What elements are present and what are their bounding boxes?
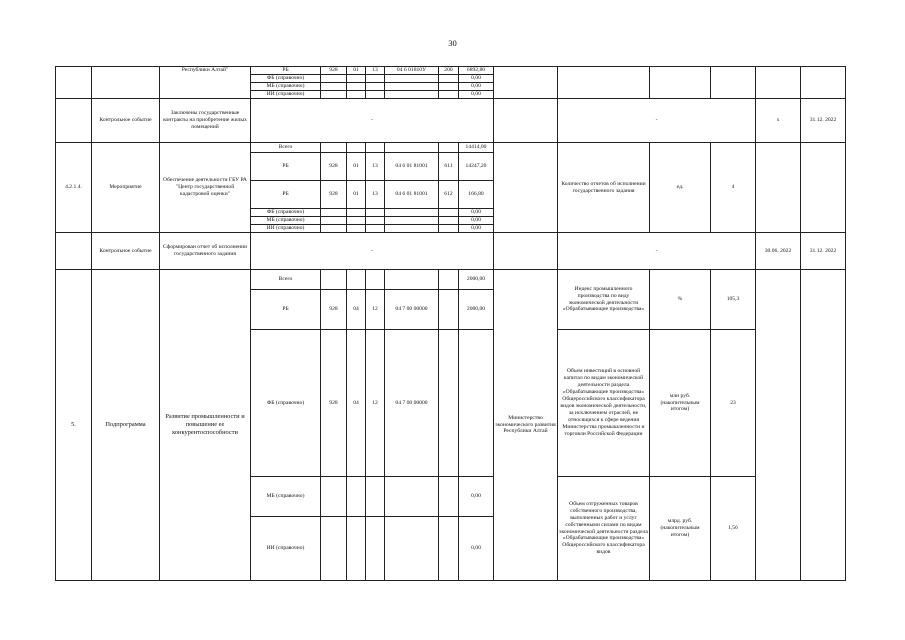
row-number: 5.: [56, 270, 92, 581]
table-row: Контрольное событие Сформирован отчет об исполнении государственного задания - - 30.06. 2022 31.12. 2022: [56, 233, 846, 270]
row-number: 4.2.1.4.: [56, 143, 92, 233]
indicator-value: 23: [711, 330, 756, 477]
table-row: 5. Подпрограмма Развитие промышленности и повышение ее конкурентоспособности Всего 2000,00 Министерство экономического развития Республики Алтай Индекс промышленного производства по виду экономической деятельности «Обрабатывающие производства» % 105,3: [56, 270, 846, 290]
indicator-unit: %: [650, 270, 711, 330]
event-name: Заключены государственные контракты на приобретение жилых помещений: [160, 99, 251, 143]
indicator-name: Количество отчетов об исполнении государственного задания: [558, 143, 650, 233]
indicator-name: Объем инвестиций в основной капитал по видам экономической деятельности раздела «Обрабатывающие производства» Общероссийского классификатора видов экономической деятельности, за исключением отраслей, не относящихся к сфере ведения Министерства промышленности и торговли Российской Федерации: [558, 330, 650, 477]
table-row: ИИ (справочно) 0,00: [56, 517, 846, 581]
indicator-unit: млрд. руб. (накопительным итогом): [650, 477, 711, 581]
table-row: МБ (справочно) 0,00: [56, 83, 846, 91]
table-row: ИИ (справочно) 0,00: [56, 225, 846, 233]
event-type: Контрольное событие: [92, 233, 160, 270]
table-row: МБ (справочно) 0,00: [56, 217, 846, 225]
table-row: МБ (справочно) 0,00 Объем отгруженных товаров собственного производства, выполненных работ и услуг собственными силами по видам экономической деятельности раздела «Обрабатывающие производства» Общероссийского классификатора видов млрд. руб. (накопительным итогом) 1,56: [56, 477, 846, 517]
indicator-unit: ед.: [650, 143, 711, 233]
table-row: ФБ (справочно) 0,00: [56, 75, 846, 83]
executor: Министерство экономического развития Республики Алтай: [494, 270, 558, 581]
row-type: Подпрограмма: [92, 270, 160, 581]
indicator-name: Индекс промышленного производства по виду экономической деятельности «Обрабатывающие производства»: [558, 270, 650, 330]
row-name: Обеспечение деятельности ГБУ РА "Центр государственной кадастровой оценки": [160, 143, 251, 233]
program-table: [55, 66, 846, 581]
table-row: ФБ (справочно) 0,00: [56, 209, 846, 217]
table-row: Республики Алтай" РБ 928 01 13 04 6 01810У 200 6892,80: [56, 67, 846, 75]
indicator-value: 4: [711, 143, 756, 233]
indicator-name: Объем отгруженных товаров собственного производства, выполненных работ и услуг собственными силами по видам экономической деятельности раздела «Обрабатывающие производства» Общероссийского классификатора видов: [558, 477, 650, 581]
row-name: Развитие промышленности и повышение ее конкурентоспособности: [160, 270, 251, 581]
row-type: Мероприятие: [92, 143, 160, 233]
table-row: РБ 928 01 13 04 6 01 81001 611 14247,20: [56, 153, 846, 181]
table-row: ФБ (справочно) 928 04 12 04 7 00 00000 Объем инвестиций в основной капитал по видам экономической деятельности раздела «Обрабатывающие производства» Общероссийского классификатора видов экономической деятельности, за исключением отраслей, не относящихся к сфере ведения Министерства промышленности и торговли Российской Федерации млн руб. (накопительным итогом) 23: [56, 330, 846, 477]
executor-tail: Республики Алтай": [160, 67, 251, 99]
event-type: Контрольное событие: [92, 99, 160, 143]
event-name: Сформирован отчет об исполнении государственного задания: [160, 233, 251, 270]
table-row: ИИ (справочно) 0,00: [56, 91, 846, 99]
table-row: Контрольное событие Заключены государственные контракты на приобретение жилых помещений - - х 31.12. 2022: [56, 99, 846, 143]
table-row: РБ 928 04 12 04 7 00 00000 2000,00: [56, 290, 846, 330]
table-row: РБ 928 01 13 04 6 01 81001 612 166,80: [56, 181, 846, 209]
indicator-value: 1,56: [711, 477, 756, 581]
indicator-value: 105,3: [711, 270, 756, 330]
table-row: 4.2.1.4. Мероприятие Обеспечение деятельности ГБУ РА "Центр государственной кадастровой оценки" Всего 14414,00 Количество отчетов об исполнении государственного задания ед. 4: [56, 143, 846, 153]
indicator-unit: млн руб. (накопительным итогом): [650, 330, 711, 477]
page-number: 30: [448, 38, 457, 48]
